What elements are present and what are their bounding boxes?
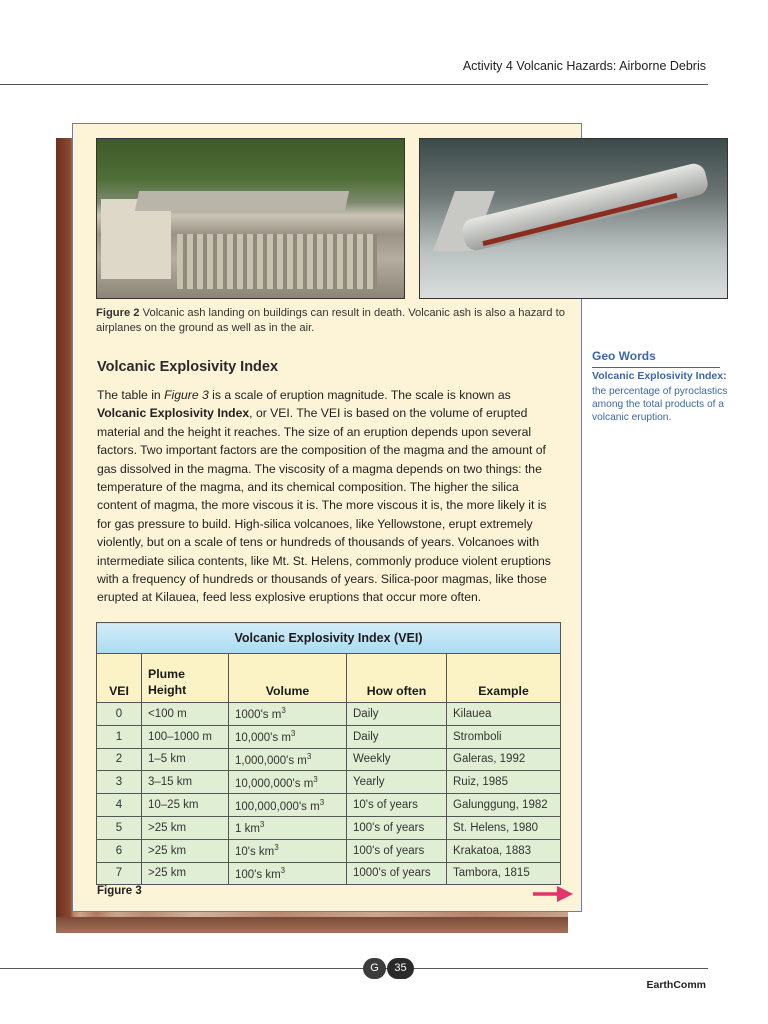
table-row bbox=[97, 703, 561, 726]
geo-words-divider bbox=[592, 367, 720, 368]
unit-exponent: 3 bbox=[290, 729, 296, 739]
next-page-arrow-icon[interactable] bbox=[531, 884, 575, 904]
cell-often-text: Weekly bbox=[353, 753, 391, 766]
cell-height-text: 100–1000 m bbox=[148, 730, 212, 743]
cell-vei bbox=[97, 839, 142, 862]
cell-vei-text: 1 bbox=[115, 730, 123, 743]
figure3-label: Figure 3 bbox=[97, 885, 142, 897]
cell-vei-text: 6 bbox=[115, 844, 123, 857]
photo-ash-covered-building bbox=[96, 138, 405, 299]
cell-often-text: Yearly bbox=[353, 776, 385, 789]
unit-exponent: 3 bbox=[274, 843, 279, 853]
col-header-vei: VEI bbox=[97, 654, 142, 703]
cell-height-text: >25 km bbox=[148, 821, 187, 834]
vei-table-title: Volcanic Explosivity Index (VEI) bbox=[97, 623, 561, 654]
cell-vei-text: 0 bbox=[115, 707, 123, 720]
table-row bbox=[97, 725, 561, 748]
cell-often bbox=[347, 862, 447, 885]
cell-example-text: Ruiz, 1985 bbox=[453, 776, 508, 789]
cell-volume bbox=[229, 816, 347, 839]
cell-height bbox=[142, 862, 229, 885]
cell-vei bbox=[97, 862, 142, 885]
cell-example-text: Krakatoa, 1883 bbox=[453, 844, 532, 857]
cell-volume bbox=[229, 725, 347, 748]
vei-term: Volcanic Explosivity Index bbox=[97, 406, 250, 421]
col-header-how-often: How often bbox=[347, 654, 447, 703]
cell-often bbox=[347, 794, 447, 817]
cell-height-text: <100 m bbox=[148, 707, 187, 720]
col-header-example: Example bbox=[447, 654, 561, 703]
col-header-plume-height: Plume Height bbox=[142, 654, 229, 703]
cell-height-text: 3–15 km bbox=[148, 776, 193, 789]
cell-vei bbox=[97, 725, 142, 748]
cell-example bbox=[447, 816, 561, 839]
cell-vei-text: 5 bbox=[115, 821, 123, 834]
geo-words-definition: the percentage of pyroclastics among the total products of a volcanic eruption. bbox=[592, 386, 728, 423]
cell-vei-text: 4 bbox=[115, 799, 123, 812]
cell-vei bbox=[97, 771, 142, 794]
table-row bbox=[97, 748, 561, 771]
cell-example bbox=[447, 771, 561, 794]
unit-exponent: 3 bbox=[306, 752, 312, 762]
cell-vei bbox=[97, 748, 142, 771]
cell-often bbox=[347, 771, 447, 794]
cell-volume-text: 10,000,000's m bbox=[235, 777, 314, 790]
cell-volume-text: 100,000,000's m bbox=[235, 800, 320, 813]
cell-example-text: Kilauea bbox=[453, 707, 492, 720]
unit-exponent: 3 bbox=[280, 866, 286, 876]
cell-example-text: St. Helens, 1980 bbox=[453, 821, 539, 834]
cell-volume bbox=[229, 771, 347, 794]
table-row bbox=[97, 771, 561, 794]
section-title: Volcanic Explosivity Index bbox=[97, 359, 279, 375]
figure2-caption bbox=[96, 306, 566, 336]
cell-example-text: Stromboli bbox=[453, 730, 502, 743]
body-part-1: The table in bbox=[97, 388, 165, 402]
cell-volume bbox=[229, 839, 347, 862]
cell-vei-text: 7 bbox=[115, 867, 123, 880]
cell-example bbox=[447, 748, 561, 771]
cell-often bbox=[347, 816, 447, 839]
figure3-reference: Figure 3 bbox=[164, 388, 209, 402]
geo-words-title: Geo Words bbox=[592, 349, 656, 363]
col-header-volume: Volume bbox=[229, 654, 347, 703]
unit-exponent: 3 bbox=[319, 797, 325, 807]
page-section-letter: G bbox=[363, 958, 386, 979]
table-row bbox=[97, 862, 561, 885]
cell-often-text: 1000's of years bbox=[353, 867, 431, 880]
cell-often-text: 10's of years bbox=[353, 799, 418, 812]
cell-often-text: 100's of years bbox=[353, 821, 425, 834]
cell-vei bbox=[97, 703, 142, 726]
cell-volume-text: 10,000's m bbox=[235, 732, 291, 745]
figure2-label: Figure 2 bbox=[96, 307, 140, 319]
body-part-3: , or VEI. The VEI is based on the volume of erupted material and the height it reaches. The size of an eruption depends upon several factors. Two important factors are the composition of the magma and the amount of gas dissolved in the magma. The viscosity of a magma depends on two things: the temperature of the magma, and its chemical composition. The higher the silica content of magma, the more viscous it is. The more viscous it is, the more likely it is for gas pressure to build. High-silica volcanoes, like Yellowstone, erupt extremely violently, but on a scale of tens or hundreds of thousands of years. Volcanoes with intermediate silica contents, like Mt. St. Helens, commonly produce violent eruptions with a frequency of hundreds or thousands of years. Silica-poor magmas, like those erupted at Kilauea, feed less explosive eruptions that occur more often. bbox=[97, 406, 551, 605]
cell-height-text: 10–25 km bbox=[148, 799, 199, 812]
cell-volume-text: 1 km bbox=[235, 823, 260, 836]
photo-ash-damaged-airplane bbox=[419, 138, 728, 299]
cell-often bbox=[347, 748, 447, 771]
table-row bbox=[97, 816, 561, 839]
header-divider bbox=[0, 84, 708, 85]
cell-height-text: 1–5 km bbox=[148, 753, 186, 766]
unit-exponent: 3 bbox=[259, 820, 265, 830]
cell-example bbox=[447, 703, 561, 726]
cell-example-text: Galunggung, 1982 bbox=[453, 799, 548, 812]
cell-example bbox=[447, 862, 561, 885]
cell-example-text: Galeras, 1992 bbox=[453, 753, 526, 766]
cell-often bbox=[347, 703, 447, 726]
unit-exponent: 3 bbox=[313, 774, 318, 784]
cell-volume-text: 10's km bbox=[235, 846, 275, 859]
cell-height bbox=[142, 725, 229, 748]
cell-vei bbox=[97, 794, 142, 817]
cell-example bbox=[447, 725, 561, 748]
cell-height-text: >25 km bbox=[148, 867, 187, 880]
cell-often-text: Daily bbox=[353, 707, 379, 720]
geo-words-term: Volcanic Explosivity Index: bbox=[592, 370, 727, 382]
cell-height bbox=[142, 839, 229, 862]
cell-height bbox=[142, 771, 229, 794]
cell-example-text: Tambora, 1815 bbox=[453, 867, 530, 880]
cell-vei bbox=[97, 816, 142, 839]
cell-volume-text: 1,000,000's m bbox=[235, 754, 307, 767]
cell-often-text: 100's of years bbox=[353, 844, 425, 857]
footer-divider bbox=[0, 968, 708, 969]
cell-height bbox=[142, 794, 229, 817]
publisher-brand: EarthComm bbox=[646, 979, 706, 991]
cell-vei-text: 2 bbox=[115, 753, 123, 766]
cell-vei-text: 3 bbox=[115, 776, 123, 789]
section-body bbox=[97, 386, 559, 607]
cell-volume-text: 1000's m bbox=[235, 709, 282, 722]
cell-height bbox=[142, 703, 229, 726]
unit-exponent: 3 bbox=[281, 706, 286, 716]
table-row bbox=[97, 839, 561, 862]
page-header-title: Activity 4 Volcanic Hazards: Airborne Debris bbox=[462, 59, 706, 73]
cell-height bbox=[142, 748, 229, 771]
figure2-caption-text: Volcanic ash landing on buildings can result in death. Volcanic ash is also a hazard to airplanes on the ground as well as in the air. bbox=[96, 307, 565, 334]
cell-often-text: Daily bbox=[353, 730, 379, 743]
cell-volume bbox=[229, 862, 347, 885]
cell-often bbox=[347, 725, 447, 748]
vei-table-body bbox=[97, 703, 561, 885]
cell-height bbox=[142, 816, 229, 839]
cell-volume bbox=[229, 703, 347, 726]
cell-height-text: >25 km bbox=[148, 844, 187, 857]
cell-volume bbox=[229, 748, 347, 771]
page-number: 35 bbox=[387, 958, 414, 979]
table-row bbox=[97, 794, 561, 817]
cell-volume bbox=[229, 794, 347, 817]
cell-example bbox=[447, 794, 561, 817]
cell-often bbox=[347, 839, 447, 862]
vei-table bbox=[96, 622, 561, 885]
cell-volume-text: 100's km bbox=[235, 868, 281, 881]
cell-example bbox=[447, 839, 561, 862]
body-part-2: is a scale of eruption magnitude. The scale is known as bbox=[208, 388, 511, 402]
